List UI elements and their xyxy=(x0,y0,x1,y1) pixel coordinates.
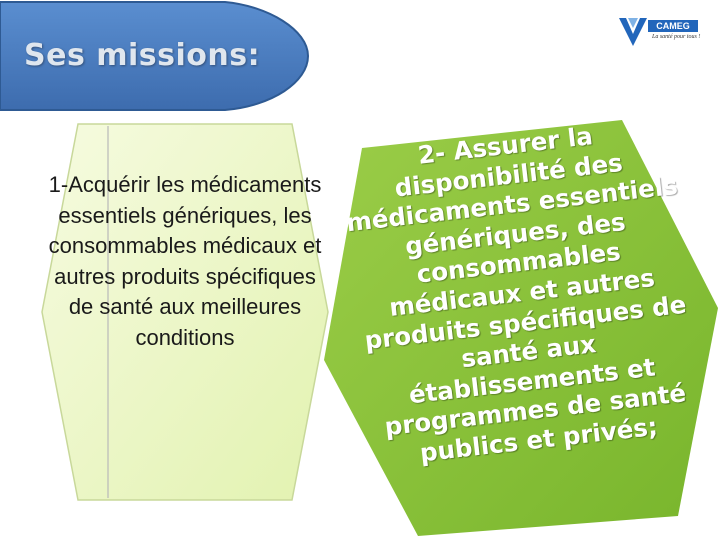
mission-1-text: 1-Acquérir les médicaments essentiels génériques, les consommables médicaux et autres produits spécifiques de santé aux meilleures conditions xyxy=(48,172,322,350)
logo-name: CAMEG xyxy=(648,20,698,32)
cameg-logo xyxy=(618,12,708,52)
logo-tagline: La santé pour tous ! xyxy=(652,34,701,40)
logo-mark-icon xyxy=(618,14,648,48)
page-title: Ses missions: xyxy=(24,38,261,73)
mission-2-text: 2- Assurer la disponibilité des médicaments essentiels génériques, des consommables médicaux et autres produits spécifiques de santé aux établissements et programmes de santé publics et privés; xyxy=(344,121,688,468)
